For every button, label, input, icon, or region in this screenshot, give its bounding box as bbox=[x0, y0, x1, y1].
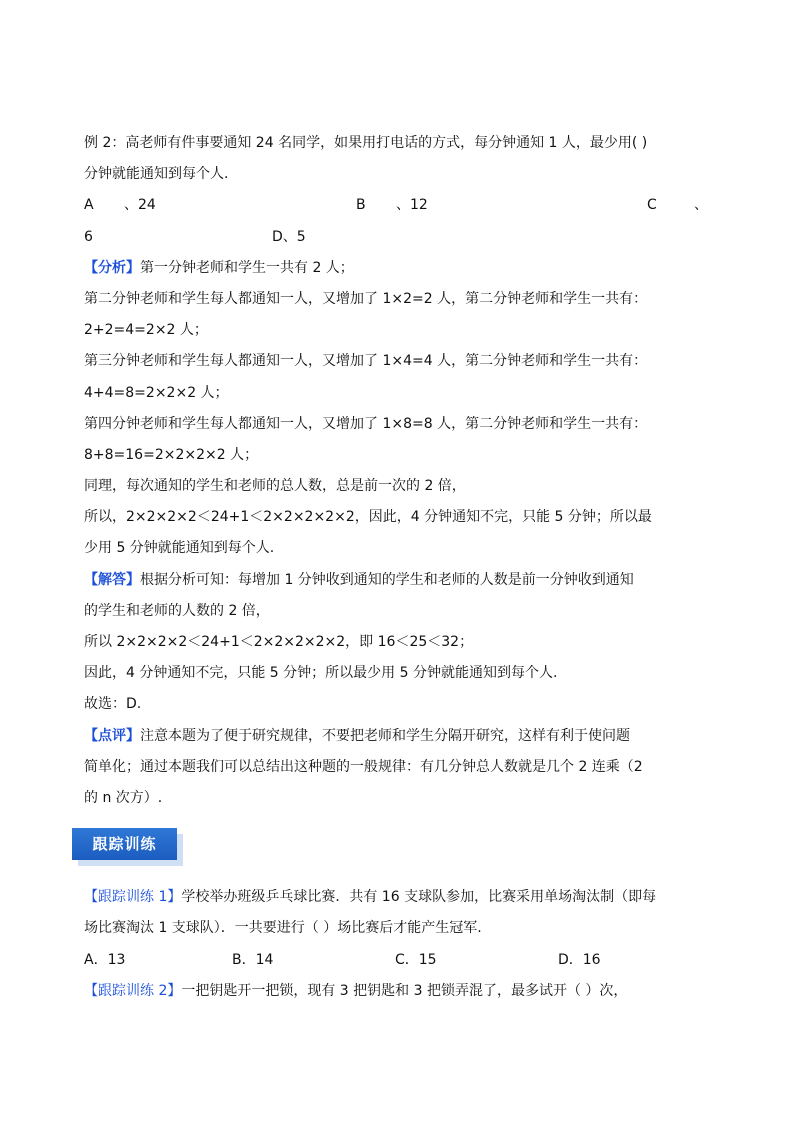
analysis-line-3: 2+2=4=2×2 人； bbox=[84, 322, 208, 339]
practice2-bracket-close: 】 bbox=[167, 982, 182, 999]
option-a-text: 、24 bbox=[124, 197, 156, 214]
analysis-line-4: 第三分钟老师和学生每人都通知一人，又增加了 1×4=4 人，第二分钟老师和学生一共有： bbox=[84, 353, 648, 370]
example-options-row-2 bbox=[84, 222, 724, 253]
comment-bracket-open: 【 bbox=[84, 727, 98, 744]
answer-line-2: 的学生和老师的人数的 2 倍， bbox=[84, 602, 270, 619]
practice1-label: 跟踪训练 1 bbox=[98, 889, 168, 906]
analysis-line-9: 所以，2×2×2×2＜24+1＜2×2×2×2×2，因此，4 分钟通知不完，只能 5 分钟；所以最 bbox=[84, 509, 652, 526]
analysis-bracket-open: 【 bbox=[84, 259, 98, 276]
comment-line-2: 简单化；通过本题我们可以总结出这种题的一般规律：有几分钟总人数就是几个 2 连乘（2 bbox=[84, 758, 643, 775]
option-b-letter: B bbox=[356, 197, 366, 214]
analysis-line-1 bbox=[84, 253, 724, 284]
practice1-bracket-close: 】 bbox=[167, 889, 182, 906]
answer-line-4: 因此，4 分钟通知不完，只能 5 分钟；所以最少用 5 分钟就能通知到每个人. bbox=[84, 665, 558, 682]
answer-text: 根据分析可知：每增加 1 分钟收到通知的学生和老师的人数是前一分钟收到通知 bbox=[140, 571, 634, 588]
practice1-bracket-open: 【 bbox=[84, 889, 98, 906]
document-content bbox=[84, 128, 724, 1007]
banner-title: 跟踪训练 bbox=[72, 828, 177, 860]
option-c-text: 、 bbox=[694, 197, 708, 214]
practice1-options bbox=[84, 945, 724, 976]
comment-bracket-close: 】 bbox=[126, 727, 140, 744]
comment-line-1 bbox=[84, 721, 724, 752]
analysis-bracket-close: 】 bbox=[126, 259, 140, 276]
answer-line-3: 所以 2×2×2×2＜24+1＜2×2×2×2×2，即 16＜25＜32； bbox=[84, 634, 474, 650]
practice1-line-1 bbox=[84, 882, 724, 913]
answer-bracket-close: 】 bbox=[126, 571, 140, 588]
option-b-text: 、12 bbox=[396, 197, 428, 214]
answer-line-1 bbox=[84, 565, 724, 596]
answer-bracket-open: 【 bbox=[84, 571, 98, 588]
practice1-option-b: B．14 bbox=[232, 951, 274, 968]
answer-line-5: 故选：D. bbox=[84, 696, 142, 713]
option-c-value: 6 bbox=[84, 228, 93, 245]
section-banner bbox=[72, 828, 724, 874]
analysis-line-8: 同理，每次通知的学生和老师的总人数，总是前一次的 2 倍， bbox=[84, 478, 466, 495]
analysis-line-2: 第二分钟老师和学生每人都通知一人，又增加了 1×2=2 人，第二分钟老师和学生一共有： bbox=[84, 290, 648, 307]
option-c-letter: C bbox=[647, 197, 657, 214]
analysis-line-10: 少用 5 分钟就能通知到每个人. bbox=[84, 540, 275, 557]
analysis-line-5: 4+4=8=2×2×2 人； bbox=[84, 384, 229, 401]
practice1-line-2: 场比赛淘汰 1 支球队）．一共要进行（ ）场比赛后才能产生冠军. bbox=[84, 920, 482, 937]
comment-line-3: 的 n 次方）. bbox=[84, 789, 163, 806]
option-a-letter: A bbox=[84, 197, 94, 214]
practice2-label: 跟踪训练 2 bbox=[98, 982, 168, 999]
analysis-label: 分析 bbox=[98, 259, 126, 276]
example-options-row-1 bbox=[84, 190, 724, 221]
practice1-option-c: C．15 bbox=[395, 951, 437, 968]
option-d-text: D、5 bbox=[272, 228, 306, 245]
analysis-text: 第一分钟老师和学生一共有 2 人； bbox=[140, 259, 354, 276]
practice2-line-1 bbox=[84, 976, 724, 1007]
comment-text: 注意本题为了便于研究规律，不要把老师和学生分隔开研究，这样有利于使问题 bbox=[140, 727, 630, 744]
example-question-line-1: 例 2：高老师有件事要通知 24 名同学，如果用打电话的方式，每分钟通知 1 人，最少用( ) bbox=[84, 135, 648, 151]
practice1-option-d: D．16 bbox=[558, 951, 601, 968]
comment-label: 点评 bbox=[98, 727, 126, 744]
practice1-option-a: A．13 bbox=[84, 951, 126, 968]
analysis-line-7: 8+8=16=2×2×2×2 人； bbox=[84, 446, 259, 463]
practice2-text: 一把钥匙开一把锁，现有 3 把钥匙和 3 把锁弄混了，最多试开（ ）次， bbox=[181, 982, 628, 999]
practice1-text: 学校举办班级乒乓球比赛．共有 16 支球队参加，比赛采用单场淘汰制（即每 bbox=[181, 889, 657, 906]
example-question-line-2: 分钟就能通知到每个人. bbox=[84, 166, 229, 183]
answer-label: 解答 bbox=[98, 571, 126, 588]
analysis-line-6: 第四分钟老师和学生每人都通知一人，又增加了 1×8=8 人，第二分钟老师和学生一共有： bbox=[84, 415, 648, 432]
practice2-bracket-open: 【 bbox=[84, 982, 98, 999]
